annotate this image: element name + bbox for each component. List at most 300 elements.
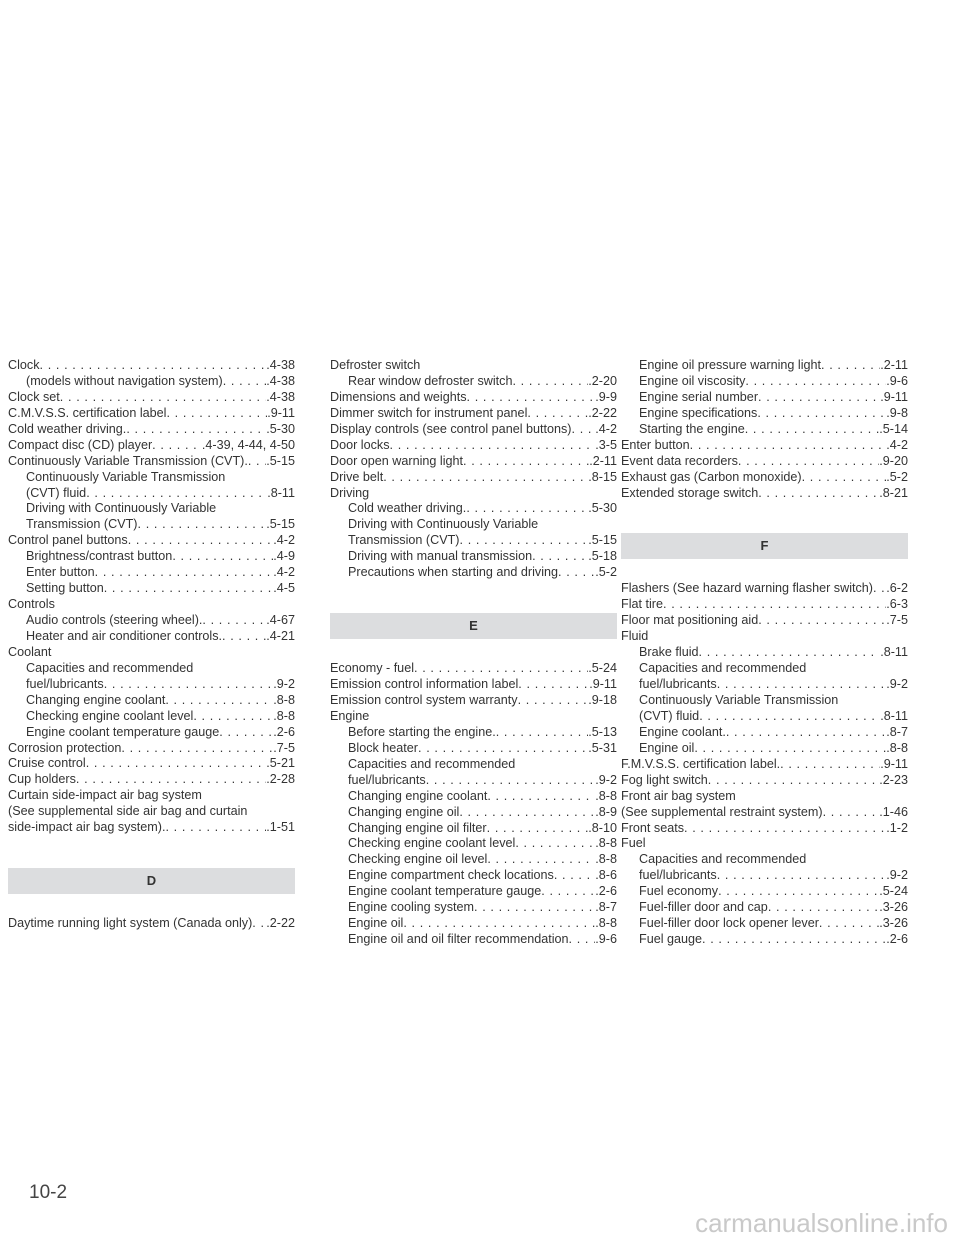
index-entry — [330, 438, 617, 454]
index-entry — [8, 422, 295, 438]
entry-page-ref: .8-8 — [595, 836, 617, 851]
entry-text: Transmission (CVT) — [348, 533, 460, 548]
entry-page-ref: .9-11 — [880, 389, 908, 404]
entry-page-ref: .3-5 — [595, 437, 617, 452]
dot-leader — [702, 932, 886, 948]
dot-leader — [172, 549, 273, 565]
index-subentry — [8, 693, 295, 709]
index-entry — [621, 454, 908, 470]
dot-leader — [873, 581, 886, 597]
entry-page-ref: .9-20 — [879, 453, 908, 468]
entry-text: Engine compartment check locations — [348, 868, 554, 883]
index-subentry — [330, 932, 617, 948]
entry-text: Starting the engine — [639, 421, 745, 436]
entry-page-ref: .4-38 — [266, 389, 295, 404]
entry-text: Heater and air conditioner controls. — [26, 628, 223, 643]
index-entry — [330, 677, 617, 693]
index-entry — [8, 390, 295, 406]
index-subentry — [621, 884, 908, 900]
index-entry — [621, 486, 908, 502]
entry-text: (CVT) fluid — [26, 485, 87, 500]
index-subentry — [621, 725, 908, 741]
dot-leader — [572, 422, 596, 438]
entry-page-ref: .1-2 — [886, 820, 908, 835]
section-spacer — [621, 501, 908, 533]
index-entry-heading: Fuel — [621, 836, 646, 851]
index-subentry — [330, 916, 617, 932]
entry-page-ref: .2-6 — [886, 932, 908, 947]
dot-leader — [104, 581, 274, 597]
entry-text: Flat tire — [621, 597, 663, 612]
index-subentry-text: Capacities and recommended — [26, 660, 194, 675]
index-subentry — [621, 374, 908, 390]
dot-leader — [460, 533, 589, 549]
entry-text: Economy - fuel — [330, 661, 414, 676]
entry-text: Cold weather driving. — [348, 501, 467, 516]
entry-text: Changing engine coolant — [26, 692, 166, 707]
entry-page-ref: .6-3 — [886, 597, 908, 612]
entry-page-ref: .9-2 — [886, 868, 908, 883]
entry-text: fuel/lubricants — [26, 676, 104, 691]
entry-page-ref: .9-2 — [595, 772, 617, 787]
index-entry — [8, 820, 295, 836]
dot-leader — [426, 773, 596, 789]
entry-page-ref: .2-23 — [879, 772, 908, 787]
dot-leader — [758, 613, 886, 629]
index-entry-heading: (See supplemental side air bag and curtain — [8, 804, 248, 819]
dot-leader — [40, 358, 267, 374]
dot-leader — [541, 884, 595, 900]
dot-leader — [466, 501, 588, 517]
entry-page-ref: .4-2 — [273, 565, 295, 580]
index-subentry — [8, 709, 295, 725]
index-subentry — [8, 549, 295, 565]
index-entry — [621, 597, 908, 613]
entry-text: Corrosion protection — [8, 740, 122, 755]
index-entry-heading: Driving — [330, 485, 370, 500]
index-subentry — [8, 486, 295, 502]
dot-leader — [86, 486, 267, 502]
entry-text: Cup holders — [8, 772, 76, 787]
entry-page-ref: .9-9 — [595, 389, 617, 404]
dot-leader — [699, 645, 881, 661]
entry-text: Before starting the engine. — [348, 724, 496, 739]
entry-page-ref: .3-26 — [879, 916, 908, 931]
dot-leader — [223, 374, 267, 390]
entry-page-ref: .5-15 — [266, 453, 295, 468]
index-entry — [8, 438, 295, 454]
index-subentry — [621, 645, 908, 661]
entry-page-ref: .2-6 — [595, 884, 617, 899]
index-subentry — [8, 565, 295, 581]
entry-page-ref: .4-38 — [266, 358, 295, 372]
entry-text: Transmission (CVT) — [26, 517, 138, 532]
index-subentry — [330, 852, 617, 868]
entry-page-ref: .3-26 — [879, 900, 908, 915]
dot-leader — [95, 565, 274, 581]
index-subentry — [8, 517, 295, 533]
entry-page-ref: .4-38 — [266, 373, 295, 388]
entry-text: Engine coolant temperature gauge — [348, 884, 542, 899]
entry-text: C.M.V.S.S. certification label — [8, 405, 167, 420]
dot-leader — [390, 438, 596, 454]
entry-page-ref: .4-2 — [886, 437, 908, 452]
entry-page-ref: .8-8 — [595, 916, 617, 931]
dot-leader — [558, 565, 595, 581]
dot-leader — [518, 677, 589, 693]
dot-leader — [165, 693, 273, 709]
index-entry — [621, 581, 908, 597]
entry-text: Engine coolant temperature gauge — [26, 724, 220, 739]
entry-page-ref: .9-2 — [273, 676, 295, 691]
index-subentry-text: Capacities and recommended — [639, 661, 807, 676]
index-entry — [8, 756, 295, 772]
entry-page-ref: .8-15 — [588, 469, 617, 484]
dot-leader — [745, 374, 886, 390]
dot-leader — [459, 805, 595, 821]
dot-leader — [512, 374, 588, 390]
index-subentry — [330, 533, 617, 549]
entry-page-ref: .2-28 — [266, 772, 295, 787]
entry-text: Door open warning light — [330, 453, 464, 468]
index-entry — [8, 454, 295, 470]
index-subentry-text: Continuously Variable Transmission — [639, 693, 839, 707]
index-subentry — [8, 725, 295, 741]
dot-leader — [474, 900, 595, 916]
entry-text: Clock set — [8, 389, 60, 404]
index-entry — [330, 454, 617, 470]
dot-leader — [152, 438, 202, 454]
index-subentry — [330, 789, 617, 805]
entry-page-ref: .1-46 — [879, 804, 908, 819]
index-subentry-text: Driving with Continuously Variable — [26, 501, 217, 516]
index-subentry — [330, 821, 617, 837]
entry-text: Engine oil viscosity — [639, 373, 746, 388]
index-entry-heading: Engine — [330, 708, 370, 723]
entry-text: Engine serial number — [639, 389, 759, 404]
entry-text: Clock — [8, 358, 40, 372]
index-subentry — [8, 613, 295, 629]
entry-page-ref: .9-11 — [880, 756, 908, 771]
entry-text: Engine oil — [639, 740, 695, 755]
index-subentry — [330, 565, 617, 581]
entry-text: Drive belt — [330, 469, 384, 484]
entry-page-ref: .8-11 — [880, 708, 908, 723]
dot-leader — [699, 709, 880, 725]
dot-leader — [383, 470, 588, 486]
index-entry — [8, 406, 295, 422]
entry-text: Engine cooling system — [348, 900, 475, 915]
index-entry — [621, 470, 908, 486]
entry-text: Extended storage switch — [621, 485, 759, 500]
dot-leader — [126, 422, 266, 438]
dot-leader — [128, 533, 274, 549]
index-subentry — [330, 501, 617, 517]
dot-leader — [467, 390, 596, 406]
index-entry-heading: Curtain side-impact air bag system — [8, 788, 202, 803]
entry-page-ref: .5-21 — [266, 756, 295, 771]
entry-page-ref: .4-9 — [273, 549, 295, 564]
index-entry — [621, 773, 908, 789]
dot-leader — [717, 868, 887, 884]
dot-leader — [745, 422, 880, 438]
index-entry — [8, 772, 295, 788]
entry-page-ref: .5-13 — [588, 724, 617, 739]
index-column-3 — [621, 358, 908, 948]
dot-leader — [768, 900, 879, 916]
dot-leader — [718, 884, 879, 900]
dot-leader — [414, 661, 588, 677]
entry-page-ref: .4-39, 4-44, 4-50 — [201, 437, 295, 452]
entry-text: Front seats — [621, 820, 684, 835]
entry-text: Brake fluid — [639, 645, 699, 660]
entry-text: Engine coolant. — [639, 724, 726, 739]
entry-page-ref: .5-24 — [879, 884, 908, 899]
dot-leader — [708, 773, 879, 789]
index-subentry — [8, 581, 295, 597]
dot-leader — [418, 741, 588, 757]
entry-text: Block heater — [348, 740, 419, 755]
dot-leader — [138, 517, 267, 533]
dot-leader — [758, 390, 880, 406]
dot-leader — [569, 932, 596, 948]
section-spacer — [8, 836, 295, 868]
entry-text: Engine oil — [348, 916, 404, 931]
entry-page-ref: .1-51 — [266, 820, 295, 835]
dot-leader — [487, 789, 595, 805]
index-subentry — [8, 677, 295, 693]
index-subentry-text: Capacities and recommended — [348, 756, 516, 771]
entry-text: Checking engine coolant level — [348, 836, 516, 851]
entry-text: Daytime running light system (Canada only) — [8, 916, 253, 931]
index-entry — [330, 693, 617, 709]
entry-text: Emission control information label — [330, 677, 519, 692]
entry-page-ref: .8-11 — [267, 485, 295, 500]
dot-leader — [758, 486, 879, 502]
dot-leader — [166, 406, 267, 422]
index-column-2 — [330, 358, 617, 948]
dot-leader — [757, 406, 886, 422]
dot-leader — [121, 741, 273, 757]
dot-leader — [165, 820, 266, 836]
dot-leader — [527, 406, 588, 422]
index-subentry — [8, 374, 295, 390]
entry-page-ref: .8-8 — [595, 788, 617, 803]
entry-page-ref: .2-22 — [266, 916, 295, 931]
entry-text: Floor mat positioning aid — [621, 613, 759, 628]
index-entry — [621, 438, 908, 454]
index-entry — [621, 821, 908, 837]
entry-text: F.M.V.S.S. certification label. — [621, 756, 781, 771]
entry-page-ref: .9-11 — [589, 677, 617, 692]
index-subentry — [330, 868, 617, 884]
entry-page-ref: .6-2 — [886, 581, 908, 596]
index-entry — [330, 390, 617, 406]
dot-leader — [554, 868, 595, 884]
entry-page-ref: .7-5 — [273, 740, 295, 755]
entry-text: Checking engine oil level — [348, 852, 488, 867]
entry-text: Display controls (see control panel buttons) — [330, 421, 572, 436]
dot-leader — [663, 597, 886, 613]
entry-text: Engine oil pressure warning light — [639, 358, 822, 372]
entry-page-ref: .9-18 — [588, 693, 617, 707]
entry-text: Door locks — [330, 437, 390, 452]
entry-text: Checking engine coolant level — [26, 708, 194, 723]
dot-leader — [819, 916, 879, 932]
index-subentry — [8, 629, 295, 645]
entry-text: Fuel economy — [639, 884, 719, 899]
dot-leader — [248, 454, 266, 470]
entry-text: Dimensions and weights — [330, 389, 467, 404]
index-subentry — [330, 374, 617, 390]
entry-text: Driving with manual transmission — [348, 549, 533, 564]
entry-page-ref: .9-11 — [267, 405, 295, 420]
entry-text: Audio controls (steering wheel). — [26, 613, 203, 627]
dot-leader — [823, 805, 880, 821]
index-subentry — [621, 677, 908, 693]
entry-text: (See supplemental restraint system) — [621, 804, 823, 819]
entry-page-ref: .5-2 — [595, 565, 617, 580]
index-subentry — [621, 358, 908, 374]
entry-page-ref: .5-14 — [879, 421, 908, 436]
entry-page-ref: .4-2 — [273, 533, 295, 548]
dot-leader — [222, 629, 266, 645]
dot-leader — [487, 852, 595, 868]
entry-text: Fuel-filler door and cap — [639, 900, 768, 915]
dot-leader — [518, 693, 589, 709]
dot-leader — [60, 390, 266, 406]
entry-text: Cruise control — [8, 756, 86, 771]
entry-page-ref: .8-7 — [595, 900, 617, 915]
index-column-1 — [8, 358, 295, 932]
entry-text: Engine specifications — [639, 405, 758, 420]
dot-leader — [463, 454, 589, 470]
entry-page-ref: .8-10 — [588, 820, 617, 835]
dot-leader — [694, 741, 886, 757]
entry-page-ref: .9-2 — [886, 677, 908, 692]
dot-leader — [193, 709, 273, 725]
index-subentry — [330, 836, 617, 852]
entry-text: Exhaust gas (Carbon monoxide) — [621, 469, 802, 484]
dot-leader — [403, 916, 595, 932]
index-entry-heading: Front air bag system — [621, 788, 736, 803]
index-subentry — [330, 884, 617, 900]
index-subentry-text: Continuously Variable Transmission — [26, 469, 226, 484]
entry-page-ref: .5-18 — [588, 549, 617, 564]
entry-page-ref: .4-2 — [595, 421, 617, 436]
entry-page-ref: .5-31 — [588, 740, 617, 755]
index-entry-heading: Fluid — [621, 629, 649, 644]
dot-leader — [86, 756, 267, 772]
dot-leader — [684, 821, 886, 837]
entry-text: Control panel buttons — [8, 533, 128, 548]
index-entry — [330, 470, 617, 486]
index-entry — [8, 916, 295, 932]
dot-leader — [76, 772, 266, 788]
entry-page-ref: .7-5 — [886, 613, 908, 628]
page-number: 10-2 — [29, 1182, 68, 1203]
index-entry — [621, 757, 908, 773]
dot-leader — [780, 757, 880, 773]
dot-leader — [738, 454, 879, 470]
index-subentry — [621, 932, 908, 948]
dot-leader — [515, 836, 595, 852]
entry-page-ref: .8-8 — [886, 740, 908, 755]
entry-page-ref: .9-8 — [886, 405, 908, 420]
entry-text: Fog light switch — [621, 772, 708, 787]
entry-text: Precautions when starting and driving — [348, 565, 559, 580]
entry-text: Enter button — [621, 437, 690, 452]
index-subentry — [621, 900, 908, 916]
entry-text: Enter button — [26, 565, 95, 580]
dot-leader — [496, 725, 589, 741]
entry-page-ref: .5-30 — [266, 421, 295, 436]
index-entry — [8, 741, 295, 757]
section-letter-header: E — [330, 613, 617, 639]
index-subentry — [330, 773, 617, 789]
index-subentry-text: Driving with Continuously Variable — [348, 517, 539, 532]
entry-text: (CVT) fluid — [639, 708, 700, 723]
entry-text: Rear window defroster switch — [348, 373, 513, 388]
entry-text: Setting button — [26, 581, 104, 596]
index-subentry — [330, 805, 617, 821]
entry-text: Changing engine oil — [348, 804, 460, 819]
index-subentry — [621, 390, 908, 406]
entry-page-ref: .8-6 — [595, 868, 617, 883]
dot-leader — [726, 725, 886, 741]
index-entry-heading: Controls — [8, 597, 55, 612]
index-subentry — [621, 406, 908, 422]
entry-page-ref: .4-21 — [266, 628, 295, 643]
index-subentry — [621, 709, 908, 725]
section-spacer — [330, 581, 617, 613]
entry-text: Changing engine coolant — [348, 788, 488, 803]
entry-text: Emission control system warranty — [330, 693, 518, 707]
index-subentry-text: Capacities and recommended — [639, 852, 807, 867]
entry-text: side-impact air bag system). — [8, 820, 166, 835]
index-entry-heading: Coolant — [8, 644, 52, 659]
dot-leader — [690, 438, 887, 454]
entry-page-ref: .2-20 — [588, 373, 617, 388]
index-entry — [8, 358, 295, 374]
watermark: carmanualsonline.info — [695, 1208, 948, 1238]
entry-text: fuel/lubricants — [348, 772, 426, 787]
dot-leader — [802, 470, 887, 486]
entry-page-ref: .8-11 — [880, 645, 908, 660]
entry-page-ref: .8-7 — [886, 724, 908, 739]
entry-text: Changing engine oil filter — [348, 820, 487, 835]
entry-page-ref: .5-30 — [588, 501, 617, 516]
index-subentry — [330, 725, 617, 741]
index-entry — [330, 406, 617, 422]
entry-page-ref: .5-15 — [266, 517, 295, 532]
entry-page-ref: .5-15 — [588, 533, 617, 548]
entry-text: Continuously Variable Transmission (CVT). — [8, 453, 248, 468]
index-subentry — [621, 422, 908, 438]
entry-page-ref: .9-6 — [886, 373, 908, 388]
dot-leader — [487, 821, 589, 837]
entry-page-ref: .2-6 — [273, 724, 295, 739]
entry-page-ref: .8-21 — [879, 485, 908, 500]
entry-text: Compact disc (CD) player — [8, 437, 153, 452]
index-entry — [8, 533, 295, 549]
entry-text: Fuel-filler door lock opener lever — [639, 916, 819, 931]
entry-text: (models without navigation system) — [26, 373, 223, 388]
entry-text: Fuel gauge — [639, 932, 703, 947]
entry-page-ref: .2-11 — [589, 453, 617, 468]
index-subentry — [621, 741, 908, 757]
entry-text: Cold weather driving. — [8, 421, 127, 436]
